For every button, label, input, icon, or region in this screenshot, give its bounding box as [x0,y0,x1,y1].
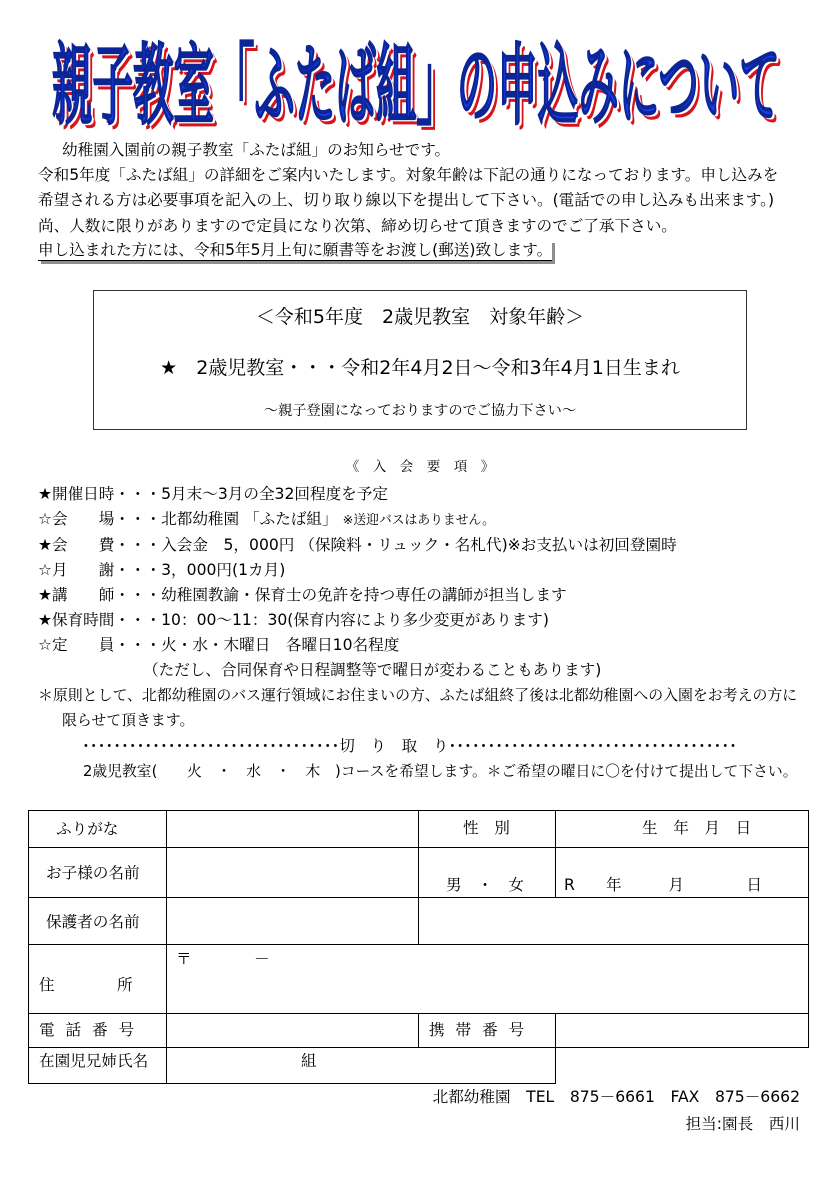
requirement-condition-line-2: 限らせて頂きます。 [62,711,195,729]
class-suffix: 組 [301,1052,317,1070]
contact-info: 北都幼稚園 TEL 875－6661 FAX 875－6662 [432,1088,800,1106]
intro-line-2: 令和5年度「ふたば組」の詳細をご案内いたします。対象年齢は下記の通りになっております。申し込みを [38,166,779,184]
postal-code-format: 〒 － [176,950,270,968]
age-box-heading: ＜令和5年度 2歳児教室 対象年齢＞ [255,306,585,328]
birthdate-field [555,847,809,898]
guardian-name-label: 保護者の名前 [46,913,140,931]
gender-options: 男 ・ 女 [446,876,524,894]
mobile-label-cell [418,1013,556,1048]
sibling-label-cell [28,1047,167,1084]
requirement-capacity: ☆定 員・・・火・水・木曜日 各曜日10名程度 [38,636,400,654]
notice-line: 申し込まれた方には、令和5年5月上旬に願書等をお渡し(郵送)致します。 [38,241,553,259]
phone-field [166,1013,419,1048]
birthdate-label-cell [555,810,809,848]
guardian-extra-field [418,897,809,945]
mobile-label: 携 帯 番 号 [429,1021,525,1039]
age-box-note: ～親子登園になっておりますのでご協力下さい～ [263,403,577,419]
gender-field [418,847,556,898]
requirement-monthly: ☆月 謝・・・3，000円(1カ月) [38,561,286,579]
requirement-venue-note: ※送迎バスはありません。 [342,513,495,528]
mobile-field [555,1013,809,1048]
sibling-label: 在園児兄姉氏名 [39,1052,149,1070]
address-field [166,944,809,1014]
requirement-schedule: ★開催日時・・・5月末～3月の全32回程度を予定 [38,485,388,503]
target-age-box [93,290,747,430]
requirement-condition-line-1: ＊原則として、北都幼稚園のバス運行領域にお住まいの方、ふたば組終了後は北都幼稚園への入園をお考えの方に [38,686,798,704]
phone-label-cell [28,1013,167,1048]
sibling-field [166,1047,556,1084]
person-in-charge: 担当:園長 西川 [685,1115,800,1133]
birthdate-format: R 年 月 日 [564,876,762,894]
guardian-name-field [166,897,419,945]
requirement-capacity-note: （ただし、合同保育や日程調整等で曜日が変わることもあります) [143,661,602,679]
application-form [28,810,809,1084]
address-label: 住 所 [39,976,133,994]
requirement-instructor: ★講 師・・・幼稚園教諭・保育士の免許を持つ専任の講師が担当します [38,586,567,604]
child-name-label-cell [28,847,167,898]
intro-line-1: 幼稚園入園前の親子教室「ふたば組」のお知らせです。 [62,141,451,159]
requirement-venue [38,509,495,531]
phone-label: 電 話 番 号 [39,1021,135,1039]
child-name-label: お子様の名前 [46,864,140,882]
requirements-heading: 《 入 会 要 項 》 [345,459,495,475]
cut-line: ･････････････････････････････････切 り 取 り･････････････････････････････････････ [82,737,737,755]
intro-line-4: 尚、人数に限りがありますので定員になり次第、締め切らせて頂きますのでご了承下さい。 [38,217,677,235]
address-label-cell [28,944,167,1014]
furigana-label: ふりがな [56,820,119,838]
requirement-venue-text: ☆会 場・・・北都幼稚園 「ふたば組」 [38,510,338,528]
furigana-field [166,810,419,848]
course-choice-line: 2歳児教室( 火 ・ 水 ・ 木 )コースを希望します。＊ご希望の曜日に〇を付けて提出して下さい。 [83,763,798,780]
birthdate-label: 生 年 月 日 [642,819,752,837]
page-title: 親子教室「ふたば組」の申込みについて [52,34,780,137]
gender-label: 性 別 [463,819,510,837]
gender-label-cell [418,810,556,848]
requirement-fee: ★会 費・・・入会金 5，000円 （保険料・リュック・名札代)※お支払いは初回登園時 [38,536,677,554]
intro-line-3: 希望される方は必要事項を記入の上、切り取り線以下を提出して下さい。(電話での申し込みも出来ます。) [38,191,775,209]
furigana-label-cell [28,810,167,848]
age-box-class-line: ★ 2歳児教室・・・令和2年4月2日～令和3年4月1日生まれ [160,357,680,379]
requirement-hours: ★保育時間・・・10：00～11：30(保育内容により多少変更があります) [38,611,549,629]
child-name-field [166,847,419,898]
guardian-name-label-cell [28,897,167,945]
